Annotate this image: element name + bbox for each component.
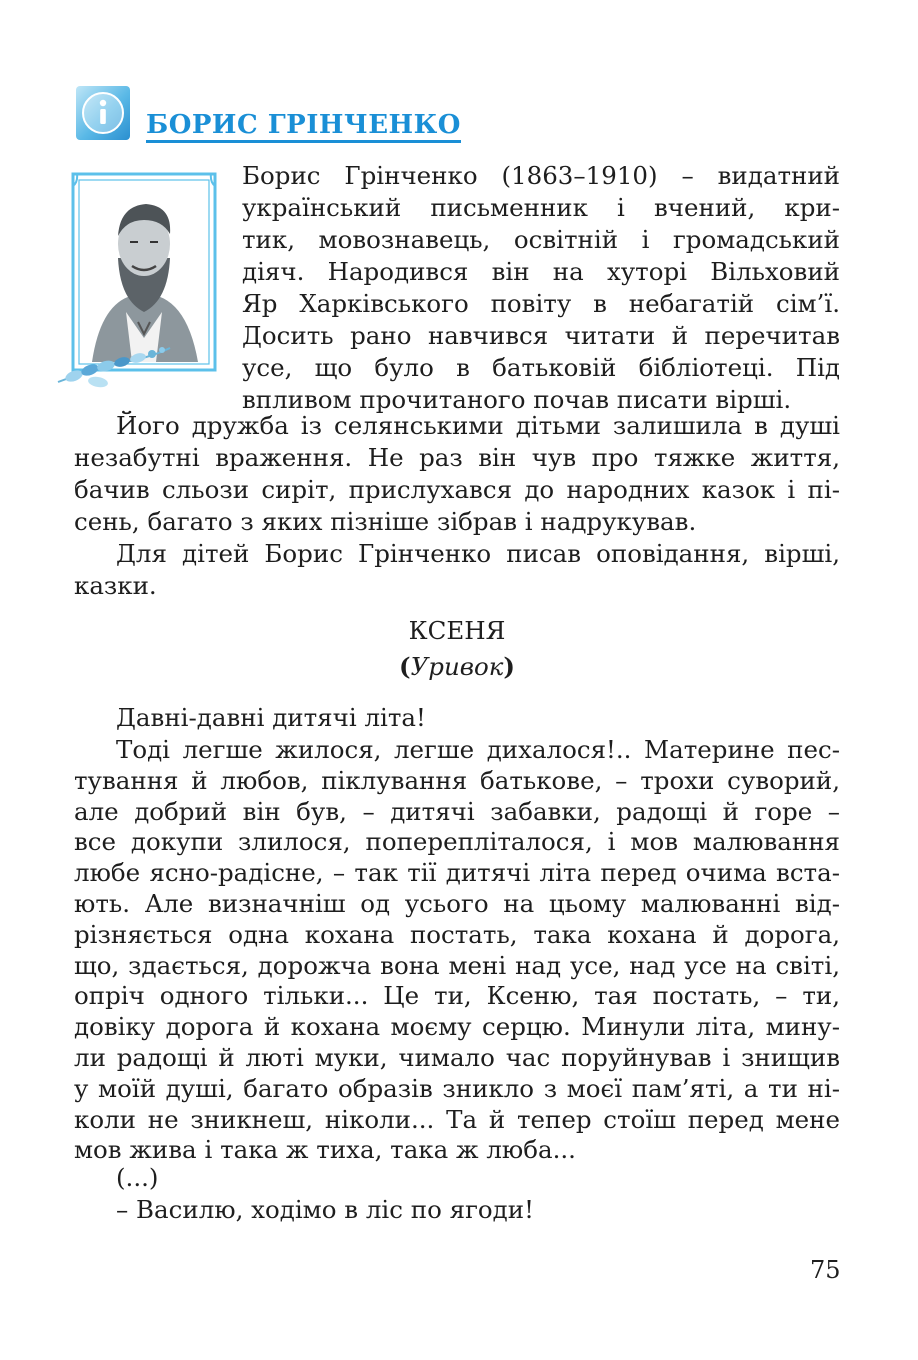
text-line: Яр Харківського повіту в небагатій сім’ї. <box>242 289 840 318</box>
text-line: сень, багато з яких пізніше зібрав і надрукував. <box>74 507 697 536</box>
text-line: різняється одна кохана постать, така кохана й дорога, <box>74 919 840 949</box>
text-line: все докупи злилося, попереплiталося, і мов малювання <box>74 827 840 857</box>
text-line: Його дружба із селянськими дітьми залишила в душі <box>116 411 840 440</box>
page-number: 75 <box>810 1256 841 1284</box>
text-line: ють. Але визначніш од усього на цьому малюванні від- <box>74 889 840 918</box>
text-line: опріч одного тільки... Це ти, Ксеню, тая постать, – ти, <box>74 981 840 1011</box>
text-line: у моїй душі, багато образів зникло з моєї пам’яті, а ти ні- <box>74 1073 840 1103</box>
text-line: що, здається, дорожча вона мені над усе, над усе на світі, <box>74 950 840 980</box>
text-line: український письменник і вчений, кри- <box>242 193 840 222</box>
story-subtitle <box>74 652 840 681</box>
text-line: незабутні враження. Не раз він чув про тяжке життя, <box>74 443 840 472</box>
page-title: БОРИС ГРІНЧЕНКО <box>146 110 461 143</box>
story-ellipsis: (...) <box>116 1163 159 1192</box>
subtitle-text: Уривок <box>410 652 504 681</box>
text-line: мов жива і така ж тиха, така ж люба... <box>74 1135 576 1165</box>
text-line: Досить рано навчився читати й перечитав <box>242 321 840 350</box>
story-dialogue: – Василю, ходімо в ліс по ягоди! <box>116 1195 534 1224</box>
text-line: тування й любов, піклування батькове, – трохи суворий, <box>74 765 840 795</box>
text-line: тик, мовознавець, освітній і громадський <box>242 225 840 254</box>
flower-branch-icon <box>54 342 174 392</box>
text-line: але добрий він був, – дитячі забавки, радощі й горе – <box>74 796 840 826</box>
subtitle-open-paren: ( <box>399 652 411 681</box>
text-line: усе, що було в батьковій бібліотеці. Під <box>242 353 840 382</box>
story-first-line: Давні-давні дитячі літа! <box>116 703 426 732</box>
story-title: КСЕНЯ <box>408 616 506 645</box>
text-line: діяч. Народився він на хуторі Вільховий <box>242 257 840 286</box>
text-line: Для дітей Борис Грінченко писав оповідання, вірші, <box>116 539 840 568</box>
text-line: довіку дорога й кохана моєму серцю. Минули літа, мину- <box>74 1012 840 1042</box>
info-icon <box>76 86 130 140</box>
text-line: коли не зникнеш, ніколи... Та й тепер стоїш перед мене <box>74 1104 840 1134</box>
text-line: казки. <box>74 571 157 600</box>
text-line: Борис Грінченко (1863–1910) – видатний <box>242 161 840 190</box>
subtitle-close-paren: ) <box>503 652 515 681</box>
text-line: бачив сльози сиріт, прислухався до народних казок і пі- <box>74 475 840 504</box>
text-line: ли радощі й люті муки, чимало час поруйнував і знищив <box>74 1043 840 1072</box>
text-line: Тоді легше жилося, легше дихалося!.. Материне пес- <box>116 735 840 764</box>
text-line: любе ясно-радісне, – так тії дитячі літа перед очима вста- <box>74 858 840 888</box>
text-line: впливом прочитаного почав писати вірші. <box>242 385 792 414</box>
portrait-image <box>66 162 224 402</box>
